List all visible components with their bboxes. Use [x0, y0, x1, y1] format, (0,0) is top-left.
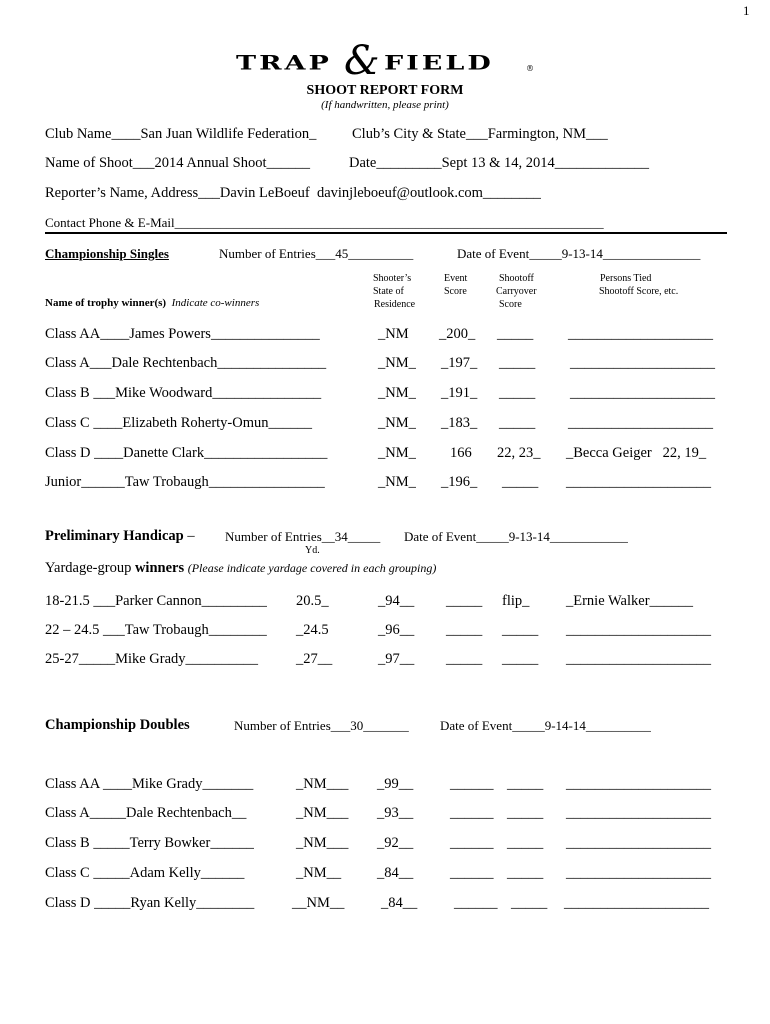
- singles-row-tied: _Becca Geiger 22, 19_: [566, 445, 707, 461]
- singles-row-label: Junior______Taw Trobaugh________________: [45, 474, 325, 490]
- handicap-row-tied: ____________________: [566, 622, 711, 638]
- doubles-row-col1: ______: [454, 895, 498, 911]
- doubles-row-col2: _____: [507, 776, 544, 792]
- logo-ampersand: &: [344, 38, 380, 84]
- club-name-field: Club Name____San Juan Wildlife Federation_: [45, 126, 317, 142]
- doubles-row-tied: ____________________: [566, 865, 711, 881]
- logo-field: FIELD: [384, 52, 494, 75]
- col-carry-3: Score: [499, 299, 522, 310]
- doubles-row-col1: ______: [450, 805, 494, 821]
- handicap-title-dash: –: [183, 528, 195, 544]
- handicap-row-yardage: 20.5_: [296, 593, 329, 609]
- doubles-row-state: _NM__: [296, 865, 342, 881]
- doubles-row-score: _93__: [377, 805, 414, 821]
- doubles-row-score: _84__: [377, 865, 414, 881]
- doubles-row-tied: ____________________: [566, 835, 711, 851]
- singles-row-state: _NM: [378, 326, 409, 342]
- singles-row-score: _191_: [441, 385, 478, 401]
- col-score-1: Event: [444, 273, 468, 284]
- col-score-2: Score: [444, 286, 467, 297]
- doubles-row-col1: ______: [450, 835, 494, 851]
- col-tied-2: Shootoff Score, etc.: [599, 286, 679, 297]
- contact-field: Contact Phone & E-Mail__________________________________________________________________: [45, 215, 604, 230]
- doubles-row-label: Class AA ____Mike Grady_______: [45, 776, 254, 792]
- singles-row-state: _NM_: [378, 385, 416, 401]
- handicap-title: [45, 529, 195, 544]
- yardage-winners: winners: [134, 560, 185, 576]
- singles-row-label: Class B ___Mike Woodward_______________: [45, 385, 322, 401]
- handicap-title-text: Preliminary Handicap: [45, 528, 184, 544]
- doubles-row-state: __NM__: [292, 895, 345, 911]
- col-state-2: State of: [373, 286, 404, 297]
- winners-label: [45, 298, 259, 309]
- singles-row-score: _200_: [439, 326, 476, 342]
- singles-row-carry: _____: [499, 355, 536, 371]
- col-carry-2: Carryover: [496, 286, 537, 297]
- doubles-row-tied: ____________________: [566, 805, 711, 821]
- handicap-row-label: 22 – 24.5 ___Taw Trobaugh________: [45, 622, 267, 638]
- col-carry-1: Shootoff: [499, 273, 534, 284]
- handicap-row-col2: flip_: [502, 593, 530, 609]
- col-tied-1: Persons Tied: [600, 273, 652, 284]
- doubles-row-col2: _____: [507, 805, 544, 821]
- handicap-date: [404, 530, 628, 543]
- winners-note: Indicate co-winners: [171, 297, 260, 309]
- reporter-field: Reporter’s Name, Address___Davin LeBoeuf davinjleboeuf@outlook.com________: [45, 185, 541, 201]
- singles-row-label: Class A___Dale Rechtenbach_______________: [45, 355, 327, 371]
- doubles-row-state: _NM___: [296, 776, 349, 792]
- singles-row-carry: _____: [502, 474, 539, 490]
- doubles-row-col1: ______: [450, 865, 494, 881]
- handicap-row-tied: ____________________: [566, 651, 711, 667]
- handicap-row-score: _94__: [378, 593, 415, 609]
- doubles-row-score: _92__: [377, 835, 414, 851]
- doubles-row-tied: ____________________: [566, 776, 711, 792]
- doubles-title: Championship Doubles: [45, 717, 190, 733]
- singles-row-tied: ____________________: [568, 326, 713, 342]
- handicap-row-col1: _____: [446, 622, 483, 638]
- singles-row-state: _NM_: [378, 415, 416, 431]
- handicap-entries: Number of Entries__34_____: [225, 529, 381, 544]
- logo-trap: TRAP: [236, 52, 332, 75]
- yardage-group-line: [45, 561, 436, 576]
- winners-label-text: Name of trophy winner(s): [45, 297, 167, 309]
- singles-row-score: _183_: [441, 415, 478, 431]
- handicap-row-col1: _____: [446, 593, 483, 609]
- doubles-row-label: Class A_____Dale Rechtenbach__: [45, 805, 247, 821]
- handicap-row-label: 18-21.5 ___Parker Cannon_________: [45, 593, 267, 609]
- trap-and-field-logo: [236, 38, 536, 84]
- shoot-date-field: Date_________Sept 13 & 14, 2014_____________: [349, 155, 650, 171]
- doubles-row-col2: _____: [511, 895, 548, 911]
- doubles-row-state: _NM___: [296, 805, 349, 821]
- singles-row-state: _NM_: [378, 445, 416, 461]
- doubles-entries: Number of Entries___30_______: [234, 718, 409, 733]
- handicap-row-col1: _____: [446, 651, 483, 667]
- section-divider: [45, 232, 727, 234]
- col-state-1: Shooter’s: [373, 273, 412, 284]
- singles-row-label: Class D ____Danette Clark_________________: [45, 445, 328, 461]
- doubles-date: Date of Event_____9-14-14__________: [440, 718, 651, 733]
- col-state-3: Residence: [374, 299, 416, 310]
- singles-date: Date of Event_____9-13-14_______________: [457, 246, 701, 261]
- singles-row-tied: ____________________: [568, 415, 713, 431]
- singles-row-state: _NM_: [378, 474, 416, 490]
- singles-row-score: _196_: [441, 474, 478, 490]
- singles-row-label: Class AA____James Powers_______________: [45, 326, 320, 342]
- form-title: SHOOT REPORT FORM: [306, 83, 464, 98]
- yardage-note: (Please indicate yardage covered in each grouping): [187, 561, 437, 575]
- name-of-shoot-field: Name of Shoot___2014 Annual Shoot______: [45, 155, 311, 171]
- handicap-row-score: _96__: [378, 622, 415, 638]
- singles-row-score: 166: [450, 445, 472, 461]
- doubles-row-tied: ____________________: [564, 895, 709, 911]
- handicap-row-label: 25-27_____Mike Grady__________: [45, 651, 259, 667]
- yardage-label: Yardage-group: [45, 560, 132, 576]
- doubles-row-score: _99__: [377, 776, 414, 792]
- singles-row-score: _197_: [441, 355, 478, 371]
- doubles-row-state: _NM___: [296, 835, 349, 851]
- doubles-row-col1: ______: [450, 776, 494, 792]
- singles-row-carry: _____: [499, 385, 536, 401]
- doubles-row-label: Class C _____Adam Kelly______: [45, 865, 245, 881]
- club-city-state-field: Club’s City & State___Farmington, NM___: [352, 126, 608, 142]
- form-subtitle: (If handwritten, please print): [321, 99, 449, 111]
- singles-row-tied: ____________________: [566, 474, 711, 490]
- singles-row-carry: _____: [499, 415, 536, 431]
- doubles-row-col2: _____: [507, 865, 544, 881]
- singles-row-tied: ____________________: [570, 385, 715, 401]
- handicap-row-yardage: _27__: [296, 651, 333, 667]
- doubles-row-col2: _____: [507, 835, 544, 851]
- singles-title: Championship Singles: [45, 246, 169, 261]
- handicap-row-col2: _____: [502, 651, 539, 667]
- handicap-row-yardage: _24.5: [296, 622, 329, 638]
- handicap-row-col2: _____: [502, 622, 539, 638]
- singles-row-tied: ____________________: [570, 355, 715, 371]
- handicap-row-tied: _Ernie Walker______: [566, 593, 694, 609]
- singles-row-carry: 22, 23_: [497, 445, 541, 461]
- handicap-date-text: Date of Event_____9-13-14____________: [404, 529, 628, 544]
- singles-entries: Number of Entries___45__________: [219, 246, 414, 261]
- singles-row-state: _NM_: [378, 355, 416, 371]
- singles-row-carry: _____: [497, 326, 534, 342]
- handicap-row-score: _97__: [378, 651, 415, 667]
- doubles-row-label: Class B _____Terry Bowker______: [45, 835, 254, 851]
- singles-row-label: Class C ____Elizabeth Roherty-Omun______: [45, 415, 313, 431]
- logo-registered-mark: ®: [526, 64, 534, 73]
- page-number: 1: [743, 3, 750, 18]
- yd-label: Yd.: [305, 545, 320, 556]
- doubles-row-score: _84__: [381, 895, 418, 911]
- doubles-row-label: Class D _____Ryan Kelly________: [45, 895, 255, 911]
